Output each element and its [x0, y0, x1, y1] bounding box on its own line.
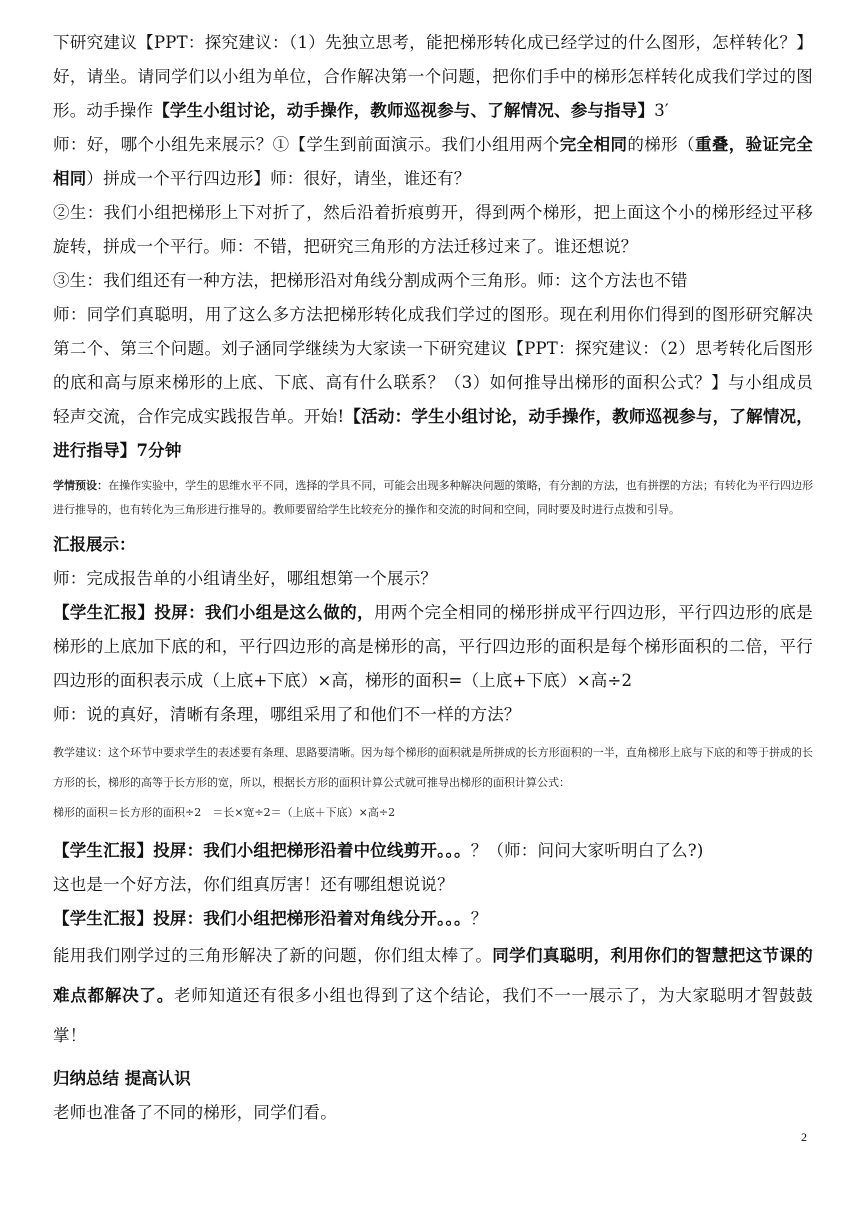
section-heading-summary: 归纳总结 提高认识 — [53, 1069, 191, 1088]
text-run: ）拼成一个平行四边形】师：很好，请坐，谁还有？ — [86, 169, 471, 188]
paragraph-conclusion — [53, 936, 813, 1056]
document-page — [53, 26, 813, 1130]
text-run: 的梯形（ — [627, 135, 695, 154]
note-text: 在操作实验中，学生的思维水平不同，选择的学具不同，可能会出现多种解决问题的策略，有分割的方法，也有拼摆的方法；有转化为平行四边形进行推导的，也有转化为三角形进行推导的。教师要留给学生比较充分的操作和交流的时间和空间，同时要及时进行点拨和引导。 — [53, 479, 813, 516]
paragraph-teacher-question: 师：完成报告单的小组请坐好，哪组想第一个展示？ — [53, 569, 438, 588]
page-number: 2 — [801, 1130, 807, 1144]
text-run: 师：好，哪个小组先来展示？①【学生到前面演示。我们小组用两个 — [53, 135, 560, 154]
note-teaching-suggestion: 教学建议：这个环节中要求学生的表述要有条理、思路要清晰。因为每个梯形的面积就是所拼成的长方形面积的一半，直角梯形上底与下底的和等于拼成的长方形的长，梯形的高等于长方形的宽，所以，根据长方形的面积计算公式就可推导出梯形的面积计算公式： — [53, 746, 813, 789]
text-run: 能用我们刚学过的三角形解决了新的问题，你们组太棒了。 — [53, 946, 493, 965]
paragraph-teacher-praise: 师：说的真好，清晰有条理，哪组采用了和他们不一样的方法？ — [53, 705, 521, 724]
bold-text-run: 【学生小组讨论，动手操作，教师巡视参与、了解情况、参与指导】 — [153, 101, 655, 120]
bold-text-run: 【活动：学生小组讨论，动手操作，教师巡视参与，了解情况，进行指导】7分钟 — [53, 407, 813, 460]
paragraph-group-demo-3: ③生：我们组还有一种方法，把梯形沿对角线分割成两个三角形。师：这个方法也不错 — [53, 271, 688, 290]
text-run: 师：同学们真聪明，用了这么多方法把梯形转化成我们学过的图形。现在利用你们得到的图形研究解决第二个、第三个问题。刘子涵同学继续为大家读一下研究建议【PPT：探究建议：（2）思考转化后图形的底和高与原来梯形的上底、下底、高有什么联系？（3）如何推导出梯形的面积公式？】与小组成员轻声交流，合作完成实践报告单。开始! — [53, 305, 813, 426]
bold-text-run: 完全相同 — [559, 135, 628, 154]
section-heading-report: 汇报展示： — [53, 535, 136, 554]
bold-text-run: 【学生汇报】投屏：我们小组是这么做的， — [53, 603, 374, 622]
bold-text-run: 同学们真聪明，利用你们的智慧把这节课的难点都解决了。 — [53, 946, 813, 1005]
paragraph-student-report-2 — [53, 834, 813, 868]
text-run: 老师知道还有很多小组也得到了这个结论，我们不一一展示了，为大家聪明才智鼓鼓掌！ — [53, 986, 814, 1045]
bold-text-run: 【学生汇报】投屏：我们小组把梯形沿着对角线分开。。。 — [53, 909, 471, 928]
note-formula: 梯形的面积＝长方形的面积÷2 ＝长×宽÷2＝（上底＋下底）×高÷2 — [53, 806, 396, 819]
bold-text-run: 重叠，验证完全相同 — [53, 135, 813, 188]
paragraph-final: 老师也准备了不同的梯形，同学们看。 — [53, 1103, 337, 1122]
paragraph-group-demo-1 — [53, 128, 813, 196]
bold-text-run: 【学生汇报】投屏：我们小组把梯形沿着中位线剪开。。。 — [53, 841, 471, 860]
text-run: 下研究建议【PPT：探究建议：（1）先独立思考，能把梯形转化成已经学过的什么图形，怎样转化？】好，请坐。请同学们以小组为单位，合作解决第一个问题，把你们手中的梯形怎样转化成我们学过的图形。动手操作 — [53, 33, 813, 120]
text-run: 用两个完全相同的梯形拼成平行四边形，平行四边形的底是梯形的上底加下底的和，平行四边形的高是梯形的高，平行四边形的面积是每个梯形面积的二倍，平行四边形的面积表示成（上底+下底）×高，梯形的面积=（上底+下底）×高÷2 — [53, 603, 813, 690]
text-run: ？ — [470, 909, 488, 928]
note-label: 学情预设： — [53, 479, 109, 492]
text-run: ？（师：问问大家听明白了么?) — [470, 841, 704, 860]
paragraph-group-demo-2: ②生：我们小组把梯形上下对折了，然后沿着折痕剪开，得到两个梯形，把上面这个小的梯形经过平移旋转，拼成一个平行。师：不错，把研究三角形的方法迁移过来了。谁还想说？ — [53, 203, 813, 256]
text-run: 3′ — [654, 101, 669, 120]
paragraph-student-report-1 — [53, 596, 813, 698]
paragraph-research-suggestion — [53, 26, 813, 128]
note-student-situation — [53, 474, 813, 522]
paragraph-student-report-3 — [53, 902, 813, 936]
paragraph-activity — [53, 298, 813, 468]
paragraph-teacher-comment: 这也是一个好方法，你们组真厉害！还有哪组想说说？ — [53, 875, 454, 894]
